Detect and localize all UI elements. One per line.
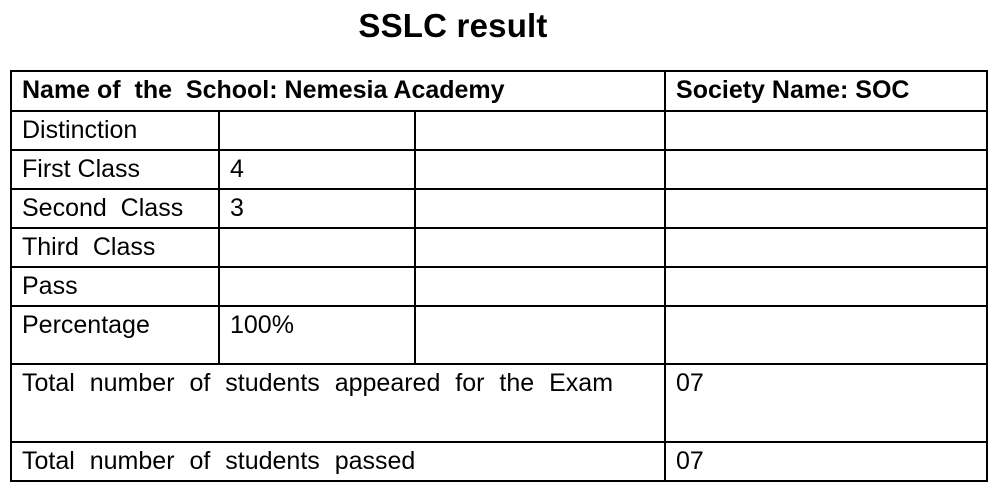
empty-cell — [415, 306, 665, 364]
total-appeared-value: 07 — [665, 364, 987, 442]
row-label-pass: Pass — [11, 267, 219, 306]
empty-cell — [415, 189, 665, 228]
table-row — [11, 442, 987, 481]
total-passed-label: Total number of students passed — [11, 442, 665, 481]
empty-cell — [665, 111, 987, 150]
row-label-distinction: Distinction — [11, 111, 219, 150]
document-title: SSLC result — [358, 7, 548, 44]
row-value-percentage: 100% — [219, 306, 415, 364]
empty-cell — [415, 228, 665, 267]
total-passed-value: 07 — [665, 442, 987, 481]
table-row — [11, 267, 987, 306]
row-label-first-class: First Class — [11, 150, 219, 189]
row-value-third-class — [219, 228, 415, 267]
row-label-percentage: Percentage — [11, 306, 219, 364]
table-row — [11, 364, 987, 442]
result-table — [10, 70, 988, 482]
row-value-second-class: 3 — [219, 189, 415, 228]
empty-cell — [665, 150, 987, 189]
empty-cell — [415, 150, 665, 189]
school-name-cell: Name of the School: Nemesia Academy — [11, 71, 665, 111]
table-row — [11, 189, 987, 228]
empty-cell — [415, 111, 665, 150]
table-header-row — [11, 71, 987, 111]
table-row — [11, 150, 987, 189]
row-label-second-class: Second Class — [11, 189, 219, 228]
table-row — [11, 306, 987, 364]
total-appeared-label: Total number of students appeared for the Exam — [11, 364, 665, 442]
row-label-third-class: Third Class — [11, 228, 219, 267]
table-row — [11, 111, 987, 150]
society-name-cell: Society Name: SOC — [665, 71, 987, 111]
empty-cell — [415, 267, 665, 306]
row-value-first-class: 4 — [219, 150, 415, 189]
row-value-pass — [219, 267, 415, 306]
empty-cell — [665, 306, 987, 364]
empty-cell — [665, 267, 987, 306]
row-value-distinction — [219, 111, 415, 150]
empty-cell — [665, 228, 987, 267]
empty-cell — [665, 189, 987, 228]
table-row — [11, 228, 987, 267]
